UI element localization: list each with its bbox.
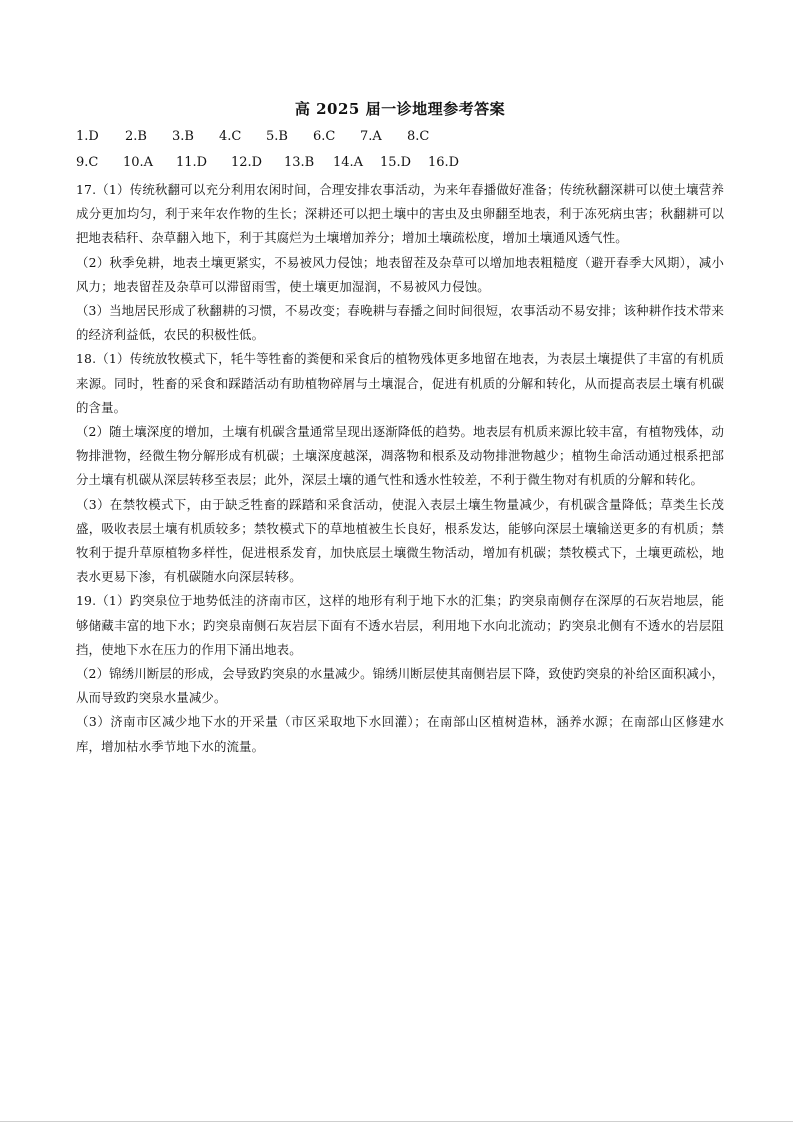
q17-part-1: 17.（1）传统秋翻可以充分利用农闲时间，合理安排农事活动，为来年春播做好准备；传统秋翻深耕可以使土壤营养成分更加均匀，利于来年农作物的生长；深耕还可以把土壤中的害虫及虫卵翻至地表，利于冻死病虫害；秋翻耕可以把地表秸秆、杂草翻入地下，利于其腐烂为土壤增加养分；增加土壤疏松度，增加土壤通风透气性。: [76, 182, 724, 246]
choice-answer: 11.D: [176, 155, 208, 170]
choice-answer: 16.D: [428, 155, 460, 170]
choice-answer: 13.B: [284, 155, 315, 170]
choice-answer: 8.C: [407, 129, 430, 144]
q17-part-2: （2）秋季免耕，地表土壤更紧实，不易被风力侵蚀；地表留茬及杂草可以增加地表粗糙度（避开春季大风期），减小风力；地表留茬及杂草可以滞留雨雪，使土壤更加湿润，不易被风力侵蚀。: [76, 254, 724, 294]
q19-part-1: 19.（1）趵突泉位于地势低洼的济南市区，这样的地形有利于地下水的汇集；趵突泉南侧存在深厚的石灰岩地层，能够储藏丰富的地下水；趵突泉南侧石灰岩层下面有不透水岩层，利用地下水向北流动；趵突泉北侧有不透水的岩层阻挡，使地下水在压力的作用下涌出地表。: [76, 593, 724, 657]
choice-answer: 7.A: [360, 129, 382, 144]
q18-part-3: （3）在禁牧模式下，由于缺乏牲畜的踩踏和采食活动，使混入表层土壤生物量减少，有机碳含量降低；草类生长茂盛，吸收表层土壤有机质较多；禁牧模式下的草地植被生长良好，根系发达，能够向深层土壤输送更多的有机质；禁牧利于提升草原植物多样性，促进根系发育，加快底层土壤微生物活动，增加有机碳；禁牧模式下，土壤更疏松，地表水更易下渗，有机碳随水向深层转移。: [76, 496, 724, 585]
choice-answer: 5.B: [266, 129, 288, 144]
choice-answer: 1.D: [76, 129, 99, 144]
page-title: 高 2025 届一诊地理参考答案: [294, 100, 506, 118]
choice-answer: 14.A: [333, 155, 364, 170]
choice-answer: 4.C: [219, 129, 242, 144]
q17-part-3: （3）当地居民形成了秋翻耕的习惯，不易改变；春晚耕与春播之间时间很短，农事活动不易安排；该种耕作技术带来的经济利益低，农民的积极性低。: [76, 303, 724, 343]
answer-document: [76, 98, 724, 759]
q19-part-3: （3）济南市区减少地下水的开采量（市区采取地下水回灌）；在南部山区植树造林，涵养水源；在南部山区修建水库，增加枯水季节地下水的流量。: [76, 714, 724, 754]
choice-answers-row-2: [76, 152, 724, 174]
choice-answer: 3.B: [172, 129, 194, 144]
choice-answer: 9.C: [76, 155, 99, 170]
question-19-answer: [76, 589, 724, 758]
choice-answer: 12.D: [231, 155, 263, 170]
choice-answers-row-1: [76, 126, 724, 148]
q19-part-2: （2）锦绣川断层的形成，会导致趵突泉的水量减少。锦绣川断层使其南侧岩层下降，致使趵突泉的补给区面积减小，从而导致趵突泉水量减少。: [76, 666, 724, 706]
q18-part-1: 18.（1）传统放牧模式下，牦牛等牲畜的粪便和采食后的植物残体更多地留在地表，为表层土壤提供了丰富的有机质来源。同时，牲畜的采食和踩踏活动有助植物碎屑与土壤混合，促进有机质的分解和转化，从而提高表层土壤有机碳的含量。: [76, 351, 724, 415]
choice-answer: 2.B: [125, 129, 147, 144]
choice-answer: 10.A: [123, 155, 154, 170]
question-18-answer: [76, 347, 724, 589]
choice-answer: 6.C: [313, 129, 336, 144]
question-17-answer: [76, 178, 724, 347]
choice-answer: 15.D: [380, 155, 412, 170]
q18-part-2: （2）随土壤深度的增加，土壤有机碳含量通常呈现出逐渐降低的趋势。地表层有机质来源比较丰富，有植物残体，动物排泄物，经微生物分解形成有机碳；土壤深度越深，凋落物和根系及动物排泄物越少；植物生命活动通过根系把部分土壤有机碳从深层转移至表层；此外，深层土壤的通气性和透水性较差，不利于微生物对有机质的分解和转化。: [76, 424, 724, 488]
